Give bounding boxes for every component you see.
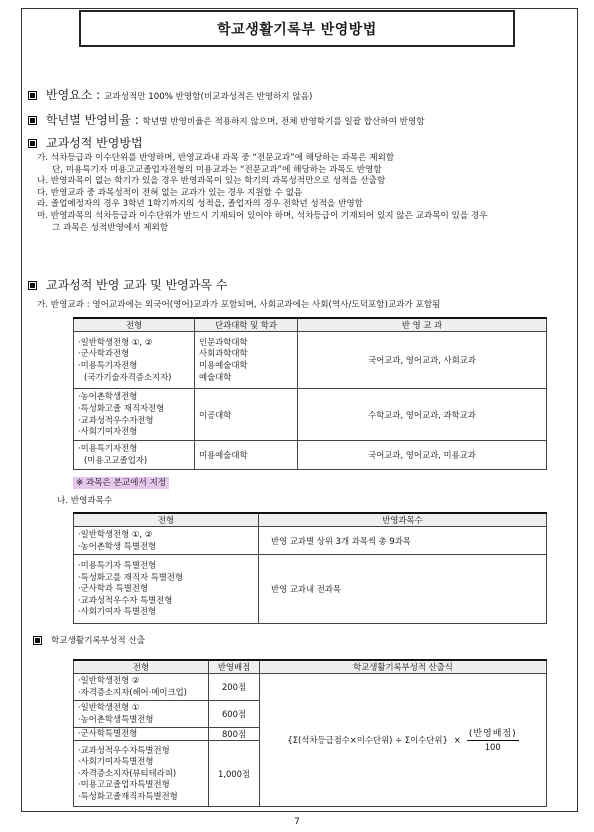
list-item: 단, 미용특기자 미용고교졸업자전형의 미용교과는 “전문교과”에 해당하는 과목도 반영함 (52, 164, 382, 175)
section-grade-ratio: 학년별 반영비율 : 학년별 반영비율은 적용하지 않으며, 전체 반영학기를 일괄 합산하여 반영함 (28, 111, 425, 128)
square-bullet-icon (28, 116, 37, 125)
table-row: ·일반학생전형 ① ·농어촌학생특별전형 600점 (74, 701, 547, 728)
table-row: ·교과성적우수자특별전형 ·사회기여자특별전형 ·자격증소지자(뷰티테라피) ·미용고교졸업자특별전형 ·특성화고졸재직자특별전형 1,000점 (74, 741, 547, 807)
section-grade-ratio-text: 학년별 반영비율은 적용하지 않으며, 전체 반영학기를 일괄 합산하여 반영함 (142, 117, 425, 127)
square-bullet-icon (28, 281, 37, 290)
score-formula: {Σ(석차등급점수×이수단위) ÷ Σ이수단위} × $\frac{\text{(반영배점)}}{100}$ (287, 728, 517, 752)
table-row: ·농어촌학생전형 ·특성화고졸 재직자전형 ·교과성적우수자전형 ·사회기여자전형 이공대학 수학교과, 영어교과, 과학교과 (74, 389, 547, 441)
list-item: 그 과목은 성적반영에서 제외함 (52, 222, 169, 233)
subject-count-table (73, 512, 547, 624)
table-header: 반영배점 (209, 660, 260, 674)
list-item: 나. 반영과목이 없는 학기가 있을 경우 반영과목이 있는 학기의 과목성적만으로 성적을 산출함 (37, 176, 386, 187)
section-subjects: 교과성적 반영 교과 및 반영과목 수 (28, 276, 227, 293)
table-header: 전형 (74, 660, 209, 674)
subject-designation-note: ※ 과목은 본교에서 지정 (73, 476, 169, 488)
section-reflect-elements-text: 교과성적만 100% 반영함(비교과성적은 반영하지 않음) (104, 92, 313, 102)
table-row: ·미용특기자 특별전형 ·특성화고를 재직자 특별전형 ·군사학과 특별전형 ·교과성적우수자 특별전형 ·사회기여자 특별전형 반영 교과내 전과목 (74, 555, 547, 624)
list-item: 마. 반영과목의 석차등급과 이수단위가 반드시 기재되어 있어야 하며, 석차등급이 기재되어 있지 않은 교과목이 있을 경우 (37, 210, 488, 221)
table-row: ·일반학생전형 ② ·자격증소지자(헤어·메이크업) 200점 {Σ(석차등급점수×이수단위) ÷ Σ이수단위} × $\frac{\text{(반영배점)}}{100}$ (74, 674, 547, 701)
square-bullet-icon (28, 91, 37, 100)
formula-fraction: $\frac{\text{(반영배점)}}{100}$ (468, 728, 517, 752)
section-record-score: 학교생활기록부성적 산출 (33, 634, 145, 646)
table-header: 전형 (74, 513, 259, 527)
score-method-list (37, 153, 488, 234)
list-item: 다. 반영교과 중 과목성적이 전혀 없는 교과가 있는 경우 지원할 수 없음 (37, 187, 303, 198)
section-reflect-elements: 반영요소 : 교과성적만 100% 반영함(비교과성적은 반영하지 않음) (28, 86, 312, 103)
table-header: 전형 (74, 318, 195, 332)
table-header: 단과대학 및 학과 (195, 318, 298, 332)
table-row: ·미용특기자전형 (미용고교졸업자) 미용예술대학 국어교과, 영어교과, 미용교과 (74, 441, 547, 470)
subject-count-heading: 나. 반영과목수 (57, 496, 113, 506)
section-score-method: 교과성적 반영방법 (28, 134, 143, 151)
square-bullet-icon (33, 636, 42, 645)
list-item: 라. 졸업예정자의 경우 3학년 1학기까지의 성적을, 졸업자의 경우 전학년 성적을 반영함 (37, 199, 363, 210)
table-header: 학교생활기록부성적 산출식 (260, 660, 547, 674)
formula-cell (260, 674, 547, 807)
page-title: 학교생활기록부 반영방법 (79, 10, 515, 47)
page-number: 7 (294, 817, 300, 827)
square-bullet-icon (28, 139, 37, 148)
table-header: 반영과목수 (259, 513, 547, 527)
table-row: ·일반학생전형 ①, ② ·농어촌학생 특별전형 반영 교과별 상위 3개 과목씩 총 9과목 (74, 527, 547, 555)
table-row: ·일반학생전형 ①, ② ·군사학과전형 ·미용특기자전형 (국가기술자격증소지자) 인문과학대학 사회과학대학 미용예술대학 예술대학 국어교과, 영어교과, 사회교과 (74, 332, 547, 389)
subjects-table (73, 317, 547, 470)
table-row: ·군사학특별전형 800점 (74, 728, 547, 741)
subjects-note-ga: 가. 반영교과 : 영어교과에는 외국어(영어)교과가 포함되며, 사회교과에는 사회(역사/도덕포함)교과가 포함됨 (37, 300, 441, 310)
list-item: 가. 석차등급과 이수단위를 반영하며, 반영교과내 과목 중 “전문교과”에 해당하는 과목은 제외함 (37, 153, 395, 163)
record-score-table (73, 659, 547, 807)
table-header: 반 영 교 과 (298, 318, 547, 332)
